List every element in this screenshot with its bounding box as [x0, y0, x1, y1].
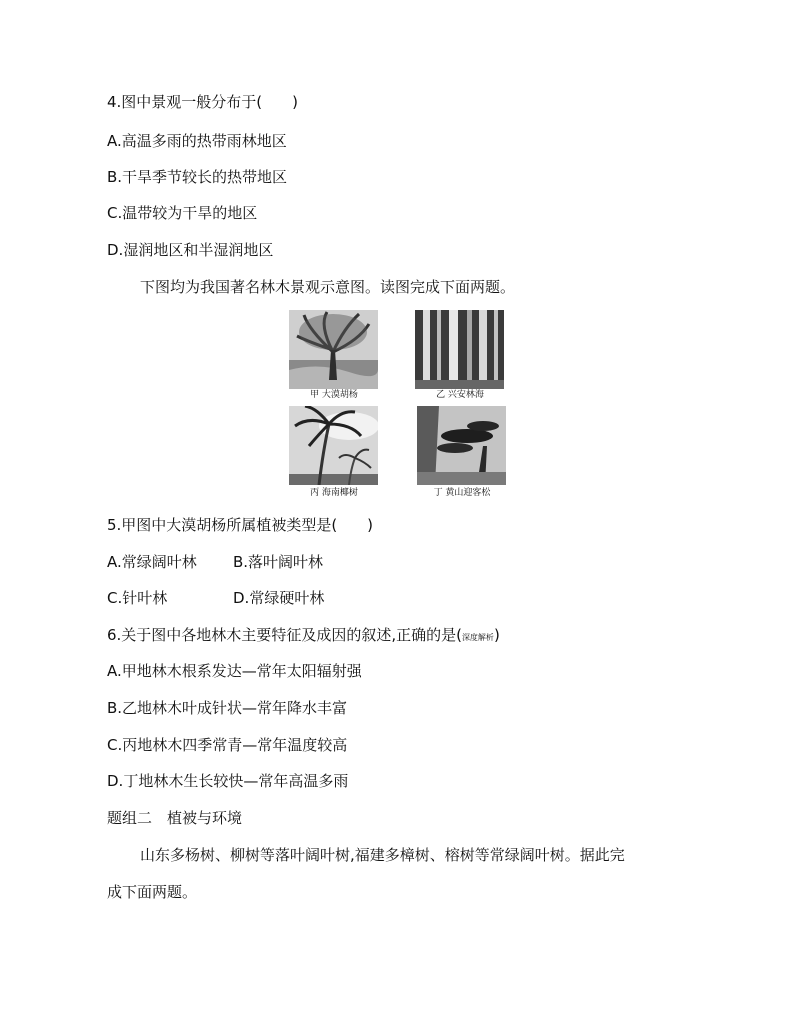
intro-text-2-line1: 山东多杨树、柳树等落叶阔叶树,福建多樟树、榕树等常绿阔叶树。据此完: [140, 846, 625, 864]
q6-option-b: B.乙地林木叶成针状—常年降水丰富: [107, 699, 348, 717]
q6-option-c: C.丙地林木四季常青—常年温度较高: [107, 736, 348, 754]
q5-option-d: D.常绿硬叶林: [233, 589, 325, 607]
q6-option-d: D.丁地林木生长较快—常年高温多雨: [107, 772, 349, 790]
q4-option-d: D.湿润地区和半湿润地区: [107, 241, 274, 259]
caption-jia: 甲 大漠胡杨: [310, 390, 358, 400]
caption-ding: 丁 黄山迎客松: [433, 488, 491, 498]
poplar-desert-photo: [289, 310, 378, 389]
pine-tree-photo: [417, 406, 506, 485]
q5-option-c: C.针叶林: [107, 589, 168, 607]
q4-option-c: C.温带较为干旱的地区: [107, 204, 258, 222]
group2-title: 题组二 植被与环境: [107, 809, 243, 827]
intro-text-1: 下图均为我国著名林木景观示意图。读图完成下面两题。: [140, 278, 516, 296]
q5-option-a: A.常绿阔叶林: [107, 553, 197, 571]
q4-option-b: B.干旱季节较长的热带地区: [107, 168, 288, 186]
birch-forest-photo: [415, 310, 504, 389]
palm-tree-photo: [289, 406, 378, 485]
q6-stem-text: 6.关于图中各地林木主要特征及成因的叙述,正确的是(: [107, 626, 462, 644]
q5-stem: 5.甲图中大漠胡杨所属植被类型是( ): [107, 516, 374, 534]
q6-stem: [107, 625, 500, 648]
q6-option-a: A.甲地林木根系发达—常年太阳辐射强: [107, 662, 362, 680]
intro-text-2-line2: 成下面两题。: [107, 883, 198, 901]
caption-yi: 乙 兴安林海: [436, 390, 484, 400]
q6-close: ): [493, 626, 500, 644]
caption-bing: 丙 海南椰树: [310, 488, 358, 498]
q4-stem: 4.图中景观一般分布于( ): [107, 93, 299, 111]
q4-option-a: A.高温多雨的热带雨林地区: [107, 132, 287, 150]
q6-tag: 深度解析: [461, 633, 494, 642]
q5-option-b: B.落叶阔叶林: [233, 553, 324, 571]
